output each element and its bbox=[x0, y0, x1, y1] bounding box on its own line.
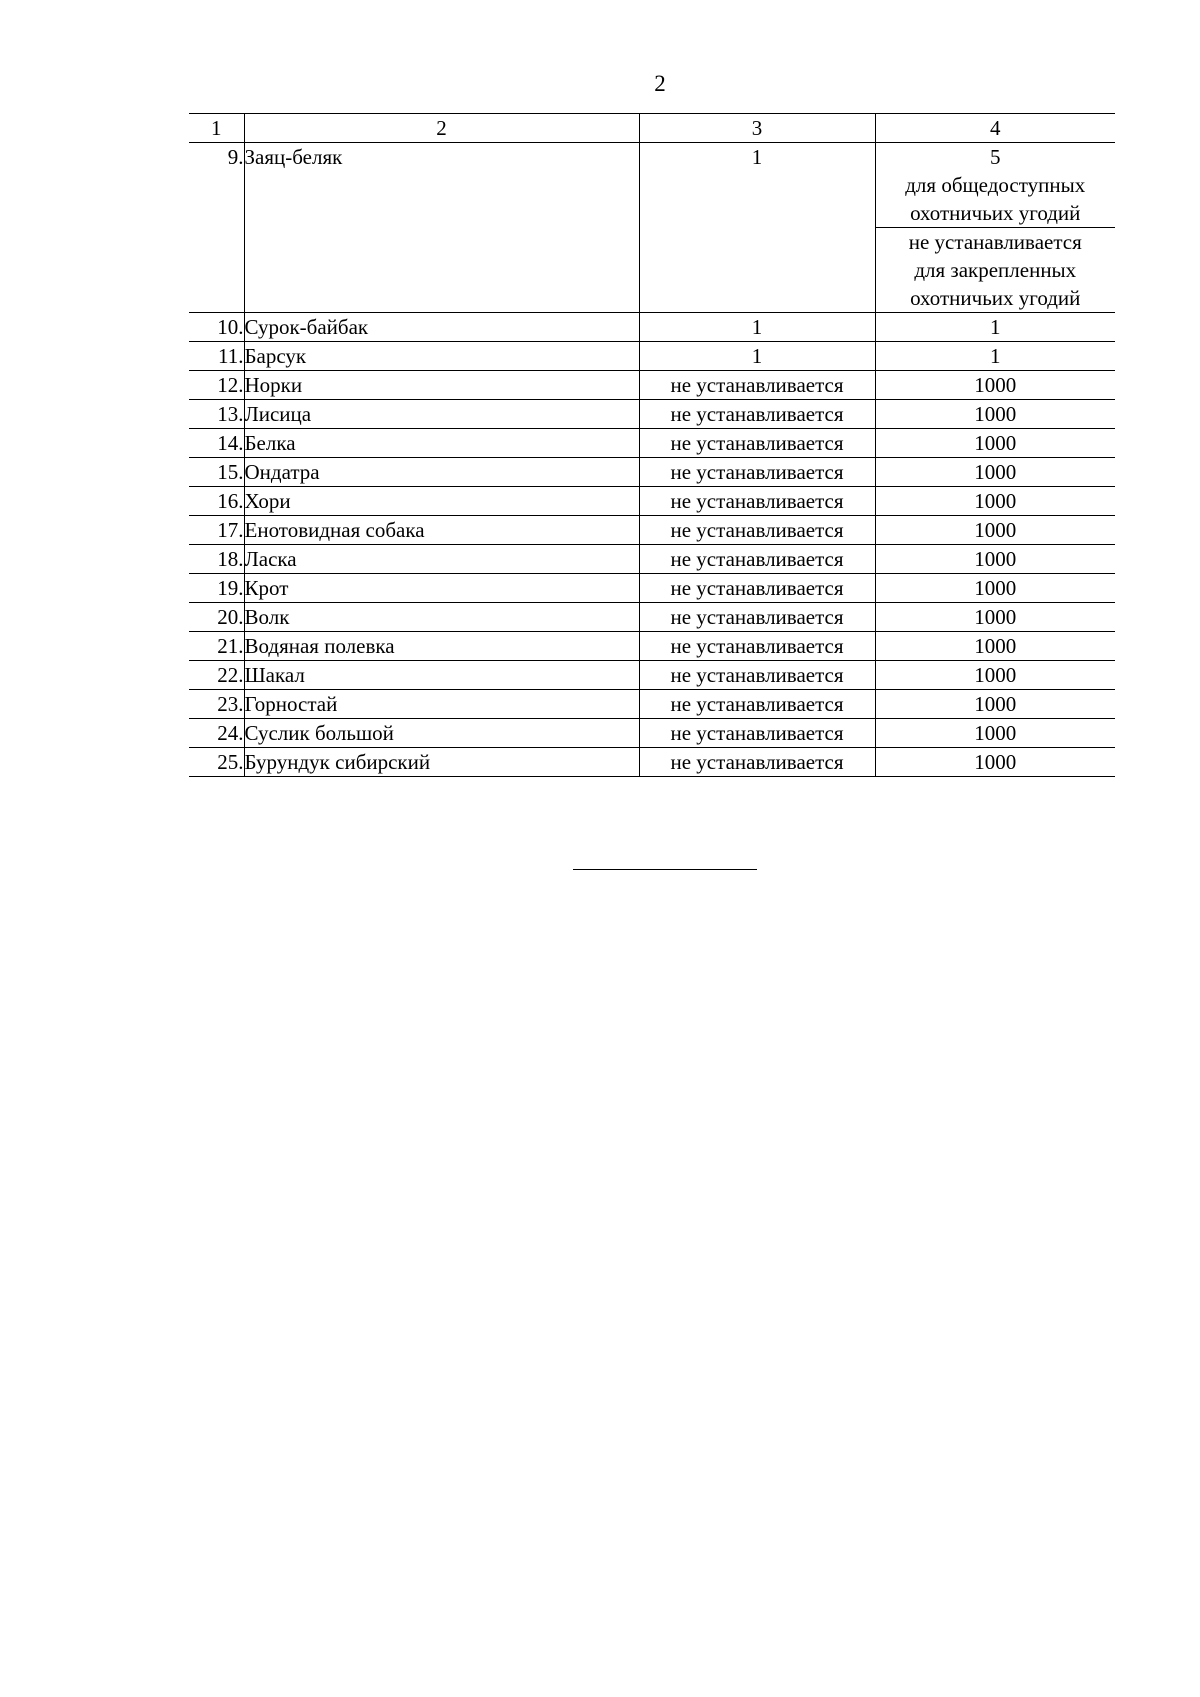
table-row bbox=[189, 632, 1115, 661]
table-row bbox=[189, 690, 1115, 719]
col3-value: не устанавливается bbox=[639, 632, 875, 661]
col4-value: 1000 bbox=[875, 661, 1115, 690]
table-row bbox=[189, 313, 1115, 342]
col4-value: 1000 bbox=[875, 371, 1115, 400]
col4-compound-cell bbox=[875, 143, 1115, 313]
row-number: 24. bbox=[189, 719, 244, 748]
header-cell-3: 3 bbox=[639, 114, 875, 143]
row-number: 13. bbox=[189, 400, 244, 429]
species-name: Хори bbox=[244, 487, 639, 516]
col3-value: не устанавливается bbox=[639, 690, 875, 719]
table-row bbox=[189, 342, 1115, 371]
species-name: Горностай bbox=[244, 690, 639, 719]
col4-value: 1000 bbox=[875, 748, 1115, 777]
row-number: 12. bbox=[189, 371, 244, 400]
col3-value: не устанавливается bbox=[639, 516, 875, 545]
species-name: Лисица bbox=[244, 400, 639, 429]
species-name: Заяц-беляк bbox=[244, 143, 639, 313]
col3-value: не устанавливается bbox=[639, 400, 875, 429]
species-name: Норки bbox=[244, 371, 639, 400]
col3-value: не устанавливается bbox=[639, 748, 875, 777]
col4-fixed-note-line2: для закрепленных bbox=[914, 258, 1077, 282]
col4-value: 1000 bbox=[875, 719, 1115, 748]
row-number: 10. bbox=[189, 313, 244, 342]
row-number: 23. bbox=[189, 690, 244, 719]
col3-value: не устанавливается bbox=[639, 545, 875, 574]
species-name: Ласка bbox=[244, 545, 639, 574]
table-row bbox=[189, 487, 1115, 516]
col4-value: 1000 bbox=[875, 429, 1115, 458]
row-number: 15. bbox=[189, 458, 244, 487]
table-header-row bbox=[189, 114, 1115, 143]
row-number: 18. bbox=[189, 545, 244, 574]
col3-value: не устанавливается bbox=[639, 661, 875, 690]
col3-value: не устанавливается bbox=[639, 371, 875, 400]
col4-value: 1 bbox=[875, 342, 1115, 371]
table-row bbox=[189, 429, 1115, 458]
header-cell-2: 2 bbox=[244, 114, 639, 143]
col4-value: 1000 bbox=[875, 458, 1115, 487]
table-row bbox=[189, 545, 1115, 574]
table-row bbox=[189, 371, 1115, 400]
col4-value: 5 bbox=[990, 145, 1001, 169]
table-row-hare bbox=[189, 143, 1115, 313]
col3-value: не устанавливается bbox=[639, 574, 875, 603]
col4-public-note-line1: для общедоступных bbox=[905, 173, 1086, 197]
row-number: 9. bbox=[189, 143, 244, 313]
col4-value: 1000 bbox=[875, 545, 1115, 574]
col3-value: 1 bbox=[639, 143, 875, 313]
col3-value: не устанавливается bbox=[639, 458, 875, 487]
col4-value: 1000 bbox=[875, 487, 1115, 516]
species-name: Енотовидная собака bbox=[244, 516, 639, 545]
row-number: 17. bbox=[189, 516, 244, 545]
header-cell-4: 4 bbox=[875, 114, 1115, 143]
col4-value: 1000 bbox=[875, 574, 1115, 603]
species-name: Шакал bbox=[244, 661, 639, 690]
col3-value: 1 bbox=[639, 342, 875, 371]
closing-rule bbox=[573, 869, 757, 870]
col4-fixed-note-line1: не устанавливается bbox=[876, 227, 1116, 256]
row-number: 21. bbox=[189, 632, 244, 661]
table-row bbox=[189, 458, 1115, 487]
row-number: 19. bbox=[189, 574, 244, 603]
col4-value: 1000 bbox=[875, 632, 1115, 661]
col3-value: 1 bbox=[639, 313, 875, 342]
table-row bbox=[189, 719, 1115, 748]
species-name: Суслик большой bbox=[244, 719, 639, 748]
col4-value: 1 bbox=[875, 313, 1115, 342]
row-number: 25. bbox=[189, 748, 244, 777]
row-number: 11. bbox=[189, 342, 244, 371]
row-number: 20. bbox=[189, 603, 244, 632]
col4-value: 1000 bbox=[875, 516, 1115, 545]
col4-value: 1000 bbox=[875, 690, 1115, 719]
col4-value: 1000 bbox=[875, 603, 1115, 632]
table-body bbox=[189, 114, 1115, 777]
col4-public-note-line2: охотничьих угодий bbox=[910, 201, 1081, 225]
table-row bbox=[189, 574, 1115, 603]
col3-value: не устанавливается bbox=[639, 487, 875, 516]
table-row bbox=[189, 748, 1115, 777]
species-name: Ондатра bbox=[244, 458, 639, 487]
species-name: Волк bbox=[244, 603, 639, 632]
row-number: 22. bbox=[189, 661, 244, 690]
species-name: Барсук bbox=[244, 342, 639, 371]
row-number: 16. bbox=[189, 487, 244, 516]
table-row bbox=[189, 603, 1115, 632]
header-cell-1: 1 bbox=[189, 114, 244, 143]
table-row bbox=[189, 661, 1115, 690]
norms-table bbox=[189, 113, 1115, 777]
row-number: 14. bbox=[189, 429, 244, 458]
col4-fixed-note-line3: охотничьих угодий bbox=[910, 286, 1081, 310]
col3-value: не устанавливается bbox=[639, 719, 875, 748]
col4-value: 1000 bbox=[875, 400, 1115, 429]
species-name: Бурундук сибирский bbox=[244, 748, 639, 777]
col3-value: не устанавливается bbox=[639, 603, 875, 632]
species-name: Крот bbox=[244, 574, 639, 603]
table-row bbox=[189, 400, 1115, 429]
species-name: Сурок-байбак bbox=[244, 313, 639, 342]
col3-value: не устанавливается bbox=[639, 429, 875, 458]
species-name: Водяная полевка bbox=[244, 632, 639, 661]
species-name: Белка bbox=[244, 429, 639, 458]
page-number: 2 bbox=[654, 71, 666, 96]
table-row bbox=[189, 516, 1115, 545]
